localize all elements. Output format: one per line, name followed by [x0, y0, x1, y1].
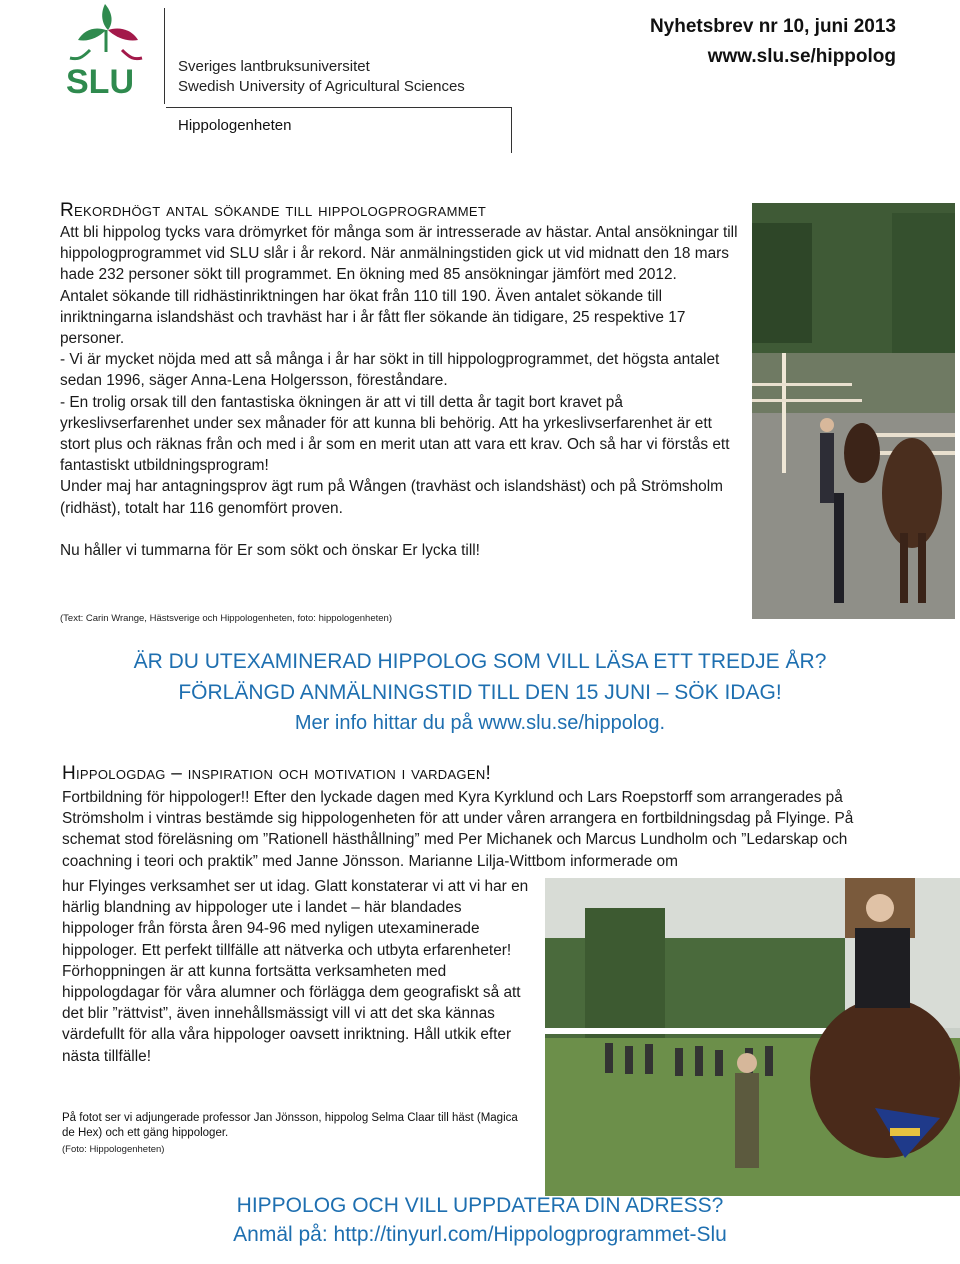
article1-para-2: Antalet sökande till ridhästinriktningen har ökat från 110 till 190. Även antalet sökande till inriktningarna islandshäst och travhäst har i år fått fler sökande än tidigare, 25 respektive 17 personer.	[60, 287, 686, 348]
article1-credit: (Text: Carin Wrange, Hästsverige och Hippologenheten, foto: hippologenheten)	[60, 613, 392, 624]
article2-intro	[62, 787, 902, 872]
rider-and-group-on-field-photo	[545, 878, 960, 1196]
header-divider-vertical-2	[511, 107, 512, 153]
header-divider-vertical	[164, 8, 165, 104]
article1-body	[60, 222, 740, 561]
footer-signup-link[interactable]: Anmäl på: http://tinyurl.com/Hippologprogrammet-Slu	[233, 1223, 727, 1246]
article1-para-6: Nu håller vi tummarna för Er som sökt och önskar Er lycka till!	[60, 541, 480, 559]
article1-para-1: Att bli hippolog tycks vara drömyrket för många som är intresserade av hästar. Antal ansökningar till hippologprogrammet vid SLU slår i år rekord. När anmälningstiden gick ut vid midnatt den 18 mars hade 232 personer sökt till programmet. En ökning med 85 ansökningar jämfört med 2012.	[60, 224, 738, 284]
footer-line-1: HIPPOLOG OCH VILL UPPDATERA DIN ADRESS?	[236, 1194, 724, 1217]
banner-line-3[interactable]: Mer info hittar du på www.slu.se/hippolog.	[294, 712, 666, 734]
university-name-sv: Sveriges lantbruksuniversitet	[178, 58, 370, 75]
article1-para-3: - Vi är mycket nöjda med att så många i år har sökt in till hippologprogrammet, det högsta antalet sedan 1996, säger Anna-Lena Holgersson, föreståndare.	[60, 351, 720, 390]
banner-line-2: FÖRLÄNGD ANMÄLNINGSTID TILL DEN 15 JUNI – SÖK IDAG!	[178, 681, 782, 704]
article1-para-4: - En trolig orsak till den fantastiska ökningen är att vi till detta år tagit bort kravet på yrkeslivserfarenhet under sex månader för att kunna bli behörig. Att ha yrkeslivserfarenhet är ett stort plus och räknas från och med i år som en merit utan att vara ett krav. Och så har vi förstås ett fantastiskt utbildningsprogram!	[60, 393, 730, 475]
department-name: Hippologenheten	[178, 117, 292, 134]
article2-body	[62, 876, 532, 1067]
header-divider-horizontal	[166, 107, 511, 108]
banner-line-1: ÄR DU UTEXAMINERAD HIPPOLOG SOM VILL LÄSA ETT TREDJE ÅR?	[133, 650, 827, 673]
article2-intro-text: Fortbildning för hippologer!! Efter den lyckade dagen med Kyra Kyrklund och Lars Roepstorff som arrangerades på Strömsholm i vintras bestämde sig hippologenheten för att under våren arrangera en fortbildningsdag på Flyinge. På schemat stod föreläsning om ”Rationell hästhållning” med Per Michanek och Marcus Lundholm och ”Ledarskap och coachning i teori och praktik” med Janne Jönsson. Marianne Lilja-Wittbom informerade om	[62, 789, 854, 870]
article1-para-5: Under maj har antagningsprov ägt rum på Wången (travhäst och islandshäst) och på Strömsholm (ridhäst), totalt har 116 genomfört proven.	[60, 478, 723, 517]
article2-body-text: hur Flyinges verksamhet ser ut idag. Glatt konstaterar vi att vi har en härlig blandning av hippologer ute i landet – här blandades hippologer från första åren 94-96 med nyligen utexaminerade hippologer. Ett perfekt tillfälle att nätverka och utbyta erfarenheter! Förhoppningen är att kunna fortsätta verksamheten med hippologdagar för våra alumner och förlägga dem geografiskt så att det blir ”rättvist”, även innehållsmässigt vill vi att det ska kännas värdefullt för alla våra hippologer oavsett inriktning. Håll utkik efter nästa tillfälle!	[62, 878, 529, 1065]
slu-logo	[50, 0, 160, 100]
university-name-en: Swedish University of Agricultural Sciences	[178, 78, 465, 95]
article2-caption: På fotot ser vi adjungerade professor Jan Jönsson, hippolog Selma Claar till häst (Magica de Hex) och ett gäng hippologer.	[62, 1112, 518, 1139]
horses-led-in-arena-photo	[752, 203, 955, 619]
header-url[interactable]: www.slu.se/hippolog	[707, 46, 896, 67]
issue-label: Nyhetsbrev nr 10, juni 2013	[649, 16, 896, 37]
article2-title: Hippologdag – inspiration och motivation i vardagen!	[62, 763, 492, 784]
svg-text:SLU: SLU	[66, 63, 134, 100]
article1-title: Rekordhögt antal sökande till hippologprogrammet	[60, 200, 487, 221]
article2-credit: (Foto: Hippologenheten)	[62, 1144, 165, 1155]
